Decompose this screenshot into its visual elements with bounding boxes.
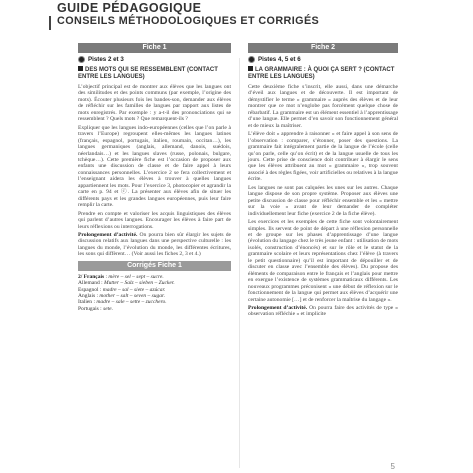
header-title: GUIDE PÉDAGOGIQUE xyxy=(57,1,202,15)
paragraph: L’élève doit « apprendre à raisonner » et faire appel à son sens de l’observation : comparer, s’étonner, poser des questions. La grammaire fait intégralement partie de la langue de l’école (celle qu’on parle, celle qu’on écrit) et de la langue usuelle de tous les jours. Cette prise de conscience doit contribuer à élargir le sens que les élèves attribuent au mot « grammaire », trop souvent associé à des règles figées, voir artificielles ou relatives à la langue écrite. xyxy=(248,131,398,183)
section-title xyxy=(248,66,398,81)
corrige-line: Portugais : sete. xyxy=(78,305,113,312)
paragraph: Les exercices et les exemples de cette fiche sont volontairement simples. Ils servent de point de départ à une réflexion personnelle et de groupe sur les phases d’apprentissage d’une langue (évolution du langage chez le très jeune enfant : utilisation de mots isolés, construction d’énoncés) et sur le rôle et le statut de la grammaire scolaire et leurs représentations chez l’élève (à travers le petit questionnaire) qu’il est important de dépouiller et de discuter en classe avec l’ensemble des élèves). Du propose des éléments de comparaison entre le français et l’anglais pour mettre en exergue l’existence de systèmes grammaticaux différents. Les nouveaux programmes préconisent « une début de réflexion sur le fonctionnement de la langue qui permet aux élèves d’acquérir une certaine autonomie […] et de renforcer la maîtrise du langage ». xyxy=(248,219,398,303)
audio-disc-icon xyxy=(248,56,255,63)
prolongement-text: On pourra faire des activités de type « observation réfléchie » et implicite xyxy=(248,304,398,318)
pistes-2-3 xyxy=(78,56,231,63)
prolongement xyxy=(78,232,231,258)
corrige-line: Allemand : Mutter – Salz – sieben – Zucker. xyxy=(78,280,175,287)
page-header xyxy=(57,1,357,28)
column-divider xyxy=(239,58,240,468)
corriges-list xyxy=(78,274,231,312)
paragraph: Cette deuxième fiche s’inscrit, elle aussi, dans une démarche d’éveil aux langues et de découverte. Il est important de démystifier le terme « grammaire » auprès des élèves et de leur montrer que ce mot n’englobe pas forcément quelque chose de rébarbatif. La grammaire est un élément essentiel à l’apprentissage d’une langue. Elle permet d’en savoir son fonctionnement général et de mieux la maîtriser. xyxy=(248,84,398,129)
page-number: 5 xyxy=(390,462,395,471)
fiche-2-column xyxy=(248,43,398,320)
section-title-text: LA GRAMMAIRE : À QUOI ÇA SERT ? (CONTACT ENTRE LES LANGUES) xyxy=(248,67,395,80)
paragraph: L’objectif principal est de montrer aux élèves que les langues ont des similitudes et des points communs (par exemple, l’origine des mots). Écouter plusieurs fois les bandes-son, demander aux élèves de réfléchir sur les familles de langues par rapport aux listes de mots enregistrés. Par exemple : y a-t-il des prononciations qui se ressemblent ? Quels mots ? Que remarquent-ils ? xyxy=(78,84,231,123)
paragraph: Prendre en compte et valoriser les acquis linguistiques des élèves qui parlent d’autres langues. Encourager les élèves à faire part de leurs réflexions ou interrogations. xyxy=(78,210,231,230)
bullet-square-icon xyxy=(248,66,253,71)
pistes-4-5-6 xyxy=(248,56,398,63)
prolongement-text: On pourra bien sûr élargir les sujets de discussion relatifs aux langues dans une perspective culturelle : les langues du monde, l’évolution du monde, les différentes écritures, les sons qui diffèrent… (Voir aussi les fiches 2, 3 et 4.) xyxy=(78,231,232,258)
prolongement xyxy=(248,305,398,318)
corrige-line: 2/ Français : mère – sel – sept – sucre. xyxy=(78,273,164,280)
pistes-label: Pistes 4, 5 et 6 xyxy=(258,56,301,63)
header-subtitle: CONSEILS MÉTHODOLOGIQUES ET CORRIGÉS xyxy=(57,15,320,27)
header-rule xyxy=(49,16,51,30)
pistes-label: Pistes 2 et 3 xyxy=(88,56,124,63)
section-title-text: DES MOTS QUI SE RESSEMBLENT (CONTACT ENTRE LES LANGUES) xyxy=(78,67,218,80)
paragraph: Expliquer que les langues indo-européennes (celles que l’on parle à travers l’Europe) regroupent elles-mêmes les langues latines (français, espagnol, portugais, italien, roumain, occitan…), les langues germaniques (anglais, allemand, danois, suédois, néerlandais…) et les langues slaves (russe, polonais, bulgare, tchèque…). Cette première fiche est l’occasion de proposer aux enfants une discussion de classe et de faire appel à leurs connaissances personnelles. L’exercice 2 se fera collectivement et l’enseignant aidera les élèves à trouver à quelles langues appartiennent les mots. Pour l’exercice 3, photocopier et agrandir la carte en p. 94 et ⓒ. La présenter aux élèves afin de situer les différents pays et les grandes langues européennes, puis leur faire remplir la carte. xyxy=(78,124,231,209)
corrige-line: Italien : madre – sale – sette – zucchero. xyxy=(78,299,167,306)
prolongement-label: Prolongement d’activité. xyxy=(78,231,138,238)
fiche-1-bar: Fiche 1 xyxy=(78,43,231,53)
corrige-line: Espagnol : madre – sal – siete – azúcar. xyxy=(78,286,166,293)
fiche-2-bar: Fiche 2 xyxy=(248,43,398,53)
audio-disc-icon xyxy=(78,56,85,63)
fiche-1-column xyxy=(78,43,231,312)
corrige-line: Anglais : mother – salt – seven – sugar. xyxy=(78,293,165,299)
bullet-square-icon xyxy=(78,66,83,71)
paragraph: Les langues ne sont pas calquées les unes sur les autres. Chaque langue dispose de son propre système. Proposer aux élèves une petite discussion de classe pour réfléchir ensemble et les « mettre sur la voie » avant de leur demander de compléter individuellement leur fiche (exercice 2 de la fiche élève). xyxy=(248,184,398,217)
corriges-bar: Corrigés Fiche 1 xyxy=(78,261,231,271)
prolongement-label: Prolongement d’activité. xyxy=(248,304,308,311)
section-title xyxy=(78,66,231,81)
